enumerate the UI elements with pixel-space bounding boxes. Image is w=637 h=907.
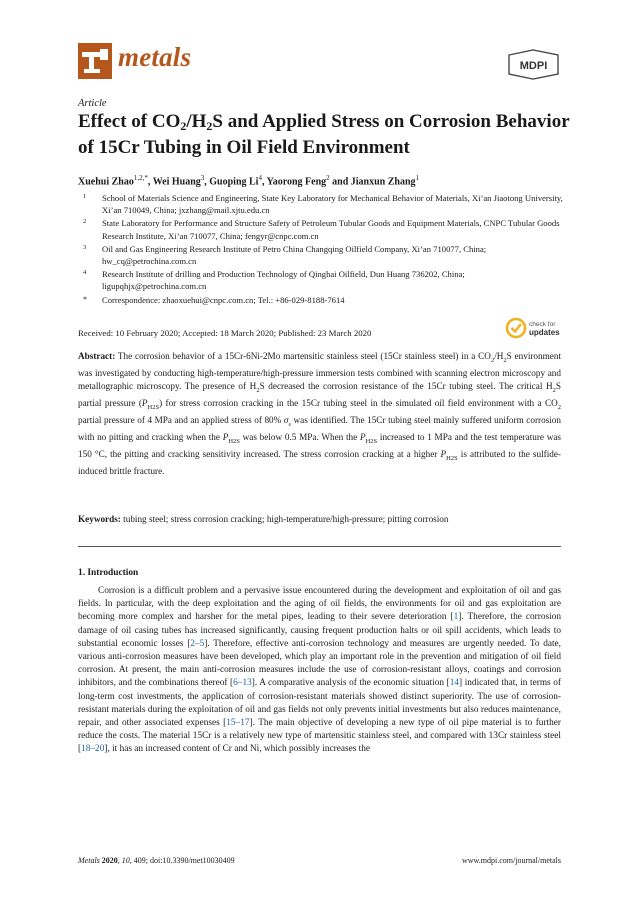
article-type: Article <box>78 98 107 109</box>
author-name: Yaorong Feng <box>266 176 327 188</box>
author-list: Xuehui Zhao$^{1,2,*}$, Wei Huang$^3$, Guoping Li$^4$, Yaorong Feng$^2$ and Jianxun Zhang$^1$ <box>78 174 420 188</box>
affiliation-item: 4 Research Institute of drilling and Production Technology of Qinghai Oilfield, Dun Huang 736202, China; ligupqhjx@petrochina.com.cn <box>83 269 465 292</box>
author-name: Xuehui Zhao <box>78 176 134 188</box>
citation-link[interactable]: 2–5 <box>190 638 205 649</box>
citation-link[interactable]: 14 <box>449 678 460 689</box>
citation-link[interactable]: 15–17 <box>226 718 250 729</box>
correspondence: * Correspondence: zhaoxuehui@cnpc.com.cn; Tel.: +86-029-8188-7614 <box>83 294 345 305</box>
affiliation-item: 2 State Laboratory for Performance and Structure Safety of Petroleum Tubular Goods and Equipment Materials, CNPC Tubular Goods Research Institute, Xi’an 710077, China; fengyr@cnpc.com.cn <box>83 218 560 241</box>
keywords-label: Keywords: <box>78 514 121 524</box>
journal-logo <box>78 43 112 79</box>
abstract: Abstract: The corrosion behavior of a 15Cr-6Ni-2Mo martensitic stainless steel (15Cr stainless steel) in a $CO_2/H_2S$ environment was investigated by conducting high-temperature/high-pressure immersion tests combined with scanning electron microscopy and metallographic microscopy. The presence of $H_2S$ decreased the corrosion resistance of the 15Cr tubing steel. The critical $H_2S$ partial pressure $(P_{H2S})$ for stress corrosion cracking in the 15Cr tubing steel in the simulated oil field environment with a $CO_2$ partial pressure of 4 MPa and an applied stress of 80% $\sigma_s$ was identified. The 15Cr tubing steel mainly suffered uniform corrosion with no pitting and cracking when the $P_{H2S}$ was below 0.5 MPa. When the $P_{H2S}$ increased to 1 MPa and the test temperature was 150 °C, the pitting and cracking sensitivity increased. The stress corrosion cracking at a higher $P_{H2S}$ is attributed to the sulfide-induced brittle fracture. <box>78 351 562 477</box>
abstract-label: Abstract: <box>78 351 116 361</box>
keywords: Keywords: tubing steel; stress corrosion cracking; high-temperature/high-pressure; pitting corrosion <box>78 514 449 524</box>
footer-citation: Metals 2020, 10, 409; doi:10.3390/met10030409 <box>78 856 235 865</box>
section-heading: 1. Introduction <box>78 568 139 578</box>
affiliation-item: 3 Oil and Gas Engineering Research Institute of Petro China Changqing Oilfield Company, Xi’an 710077, China; hw_cq@petrochina.com.cn <box>83 243 487 267</box>
citation-link[interactable]: 6–13 <box>233 678 252 689</box>
author-name: Wei Huang <box>152 176 201 188</box>
journal-name: metals <box>118 42 192 72</box>
publication-dates: Received: 10 February 2020; Accepted: 18 March 2020; Published: 23 March 2020 <box>78 328 372 338</box>
paragraph: Corrosion is a difficult problem and a pervasive issue encountered during the development and exploitation of oil and gas fields. In particular, with the deep exploitation and the aging of oil fields, the environments for oil and gas exploitation are becoming more complex and harsher for the metal pipes, leading to their severe deterioration [1]. Therefore, the corrosion damage of oil casing tubes has increased significantly, causing frequent production halts or oil spill accidents, which leads to substantial economic losses [2–5]. Therefore, effective anti-corrosion technology and measures are urgently needed. To date, various anti-corrosion measures have been developed, which play an important role in the prevention and mitigation of oil field corrosion. At present, the main anti-corrosion measures include the use of corrosion-resistant alloys, coatings and corrosion inhibitors, and the combinations thereof [6–13]. A comparative analysis of the economic situation [14] indicated that, in terms of long-term cost investments, the application of corrosion-resistant materials showed distinct superiority. The use of corrosion-resistant materials during the exploitation of oil and gas fields not only prevents initial investments but also reduces maintenance, repair, and other associated expenses [15–17]. The main objective of developing a new type of oil pipe material is to further reduce the costs. The material 15Cr is a relatively new type of martensitic stainless steel, and compared with 13Cr stainless steel [18–20], it has an increased content of Cr and Ni, which possibly increases the <box>78 586 562 755</box>
article-title: Effect of $CO_2/H_2S$ and Applied Stress on Corrosion Behavior of 15Cr Tubing in Oil Field Environment <box>78 111 570 158</box>
citation-link[interactable]: 1 <box>453 612 459 623</box>
publisher-logo <box>505 49 562 80</box>
affiliations <box>78 192 568 307</box>
affiliation-item: 1 School of Materials Science and Engineering, State Key Laboratory for Mechanical Behavior of Materials, Xi’an Jiaotong University, Xi’an 710049, China; jxzhang@mail.xjtu.edu.cn <box>83 193 563 216</box>
svg-text:updates: updates <box>529 328 560 337</box>
svg-text:MDPI: MDPI <box>519 60 548 72</box>
author-name: Guoping Li <box>209 176 259 188</box>
section-divider <box>78 546 561 547</box>
citation-link[interactable]: 18–20 <box>81 744 105 755</box>
footer-url[interactable]: www.mdpi.com/journal/metals <box>461 856 561 865</box>
introduction-body <box>78 585 561 757</box>
check-for-updates-button[interactable] <box>505 317 563 339</box>
svg-text:check for: check for <box>529 321 556 328</box>
author-name: Jianxun Zhang <box>350 176 416 188</box>
